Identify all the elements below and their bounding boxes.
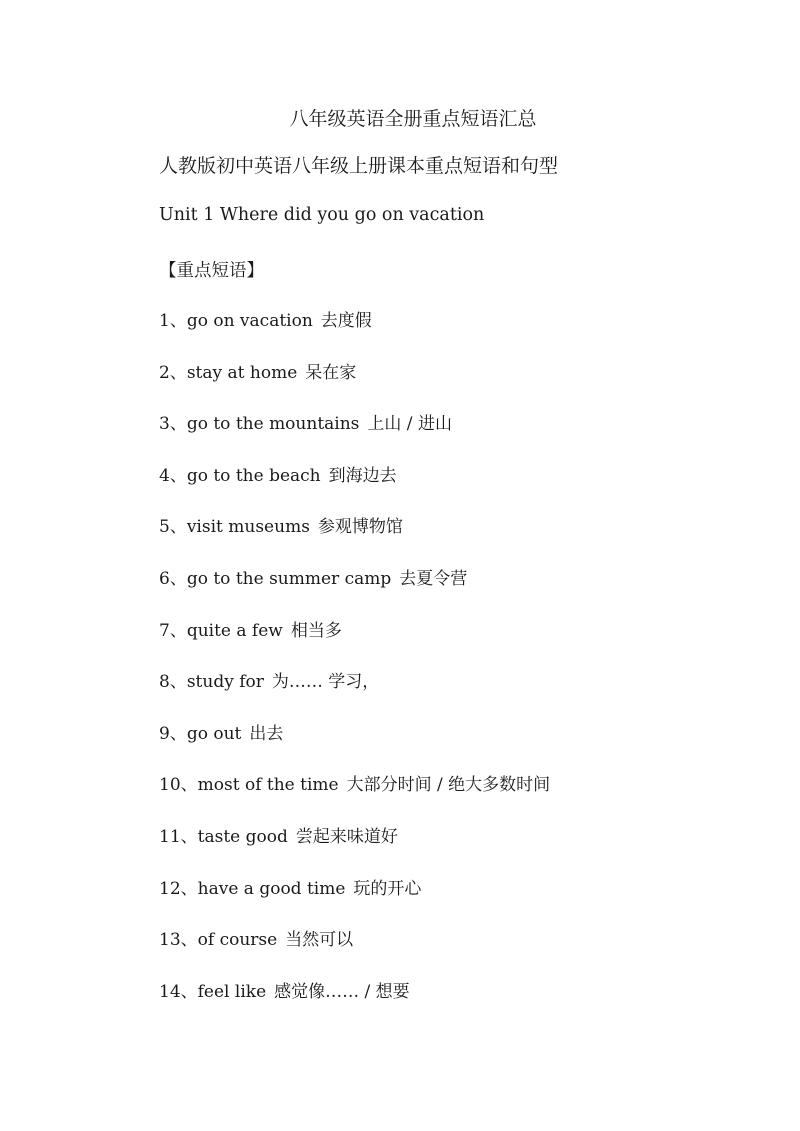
phrase-chinese: 玩的开心	[353, 878, 422, 899]
list-item-number: 11、	[159, 826, 198, 847]
document-subtitle: 人教版初中英语八年级上册课本重点短语和句型	[159, 155, 559, 177]
list-item-number: 14、	[159, 981, 198, 1002]
phrase-english: taste good	[197, 826, 288, 847]
list-item	[159, 360, 550, 412]
list-item	[159, 669, 550, 721]
list-item	[159, 979, 550, 1031]
phrase-chinese: 大部分时间 / 绝大多数时间	[346, 775, 551, 796]
phrase-chinese: 当然可以	[285, 930, 354, 951]
phrase-chinese: 相当多	[290, 620, 342, 641]
list-item-number: 13、	[159, 930, 198, 951]
phrase-chinese: 感觉像…… / 想要	[274, 981, 410, 1002]
list-item-number: 10、	[159, 775, 198, 796]
phrase-english: go to the mountains	[186, 414, 360, 435]
phrase-chinese: 去度假	[320, 311, 372, 331]
phrase-chinese: 出去	[249, 723, 284, 744]
list-item	[159, 411, 550, 463]
unit-heading: Unit 1 Where did you go on vacation	[159, 205, 485, 225]
phrase-chinese: 参观博物馆	[317, 517, 403, 538]
list-item	[159, 876, 550, 928]
list-item-number: 2、	[159, 362, 187, 383]
phrase-english: of course	[197, 930, 278, 951]
phrase-chinese: 到海边去	[328, 465, 397, 486]
list-item-number: 7、	[159, 620, 187, 641]
list-item	[159, 463, 550, 515]
list-item-number: 9、	[159, 723, 187, 744]
page-title: 八年级英语全册重点短语汇总	[289, 108, 537, 130]
phrase-english: study for	[186, 672, 264, 693]
phrase-english: have a good time	[197, 878, 346, 899]
phrase-english: visit museums	[186, 517, 310, 538]
list-item-number: 5、	[159, 517, 187, 538]
list-item	[159, 308, 550, 360]
list-item	[159, 514, 550, 566]
phrase-chinese: 上山 / 进山	[367, 414, 452, 435]
phrase-english: quite a few	[186, 620, 283, 641]
list-item	[159, 618, 550, 670]
phrase-english: feel like	[197, 981, 267, 1002]
list-item	[159, 824, 550, 876]
list-item	[159, 721, 550, 773]
phrase-list	[159, 308, 550, 1030]
phrase-english: go to the beach	[186, 465, 321, 486]
phrase-english: go to the summer camp	[186, 568, 392, 589]
phrase-english: most of the time	[197, 775, 339, 796]
list-item-number: 8、	[159, 672, 187, 693]
list-item-number: 4、	[159, 465, 187, 486]
list-item	[159, 772, 550, 824]
section-heading: 【重点短语】	[159, 261, 264, 281]
list-item-number: 12、	[159, 878, 198, 899]
list-item-number: 1、	[159, 311, 187, 331]
phrase-chinese: 为…… 学习，	[271, 672, 380, 693]
phrase-english: stay at home	[186, 362, 298, 383]
list-item-number: 3、	[159, 414, 187, 435]
phrase-chinese: 去夏令营	[399, 568, 468, 589]
phrase-chinese: 尝起来味道好	[295, 826, 398, 847]
phrase-english: go on vacation	[186, 311, 313, 331]
list-item-number: 6、	[159, 568, 187, 589]
list-item	[159, 927, 550, 979]
phrase-english: go out	[186, 723, 242, 744]
phrase-chinese: 呆在家	[305, 362, 357, 383]
list-item	[159, 566, 550, 618]
